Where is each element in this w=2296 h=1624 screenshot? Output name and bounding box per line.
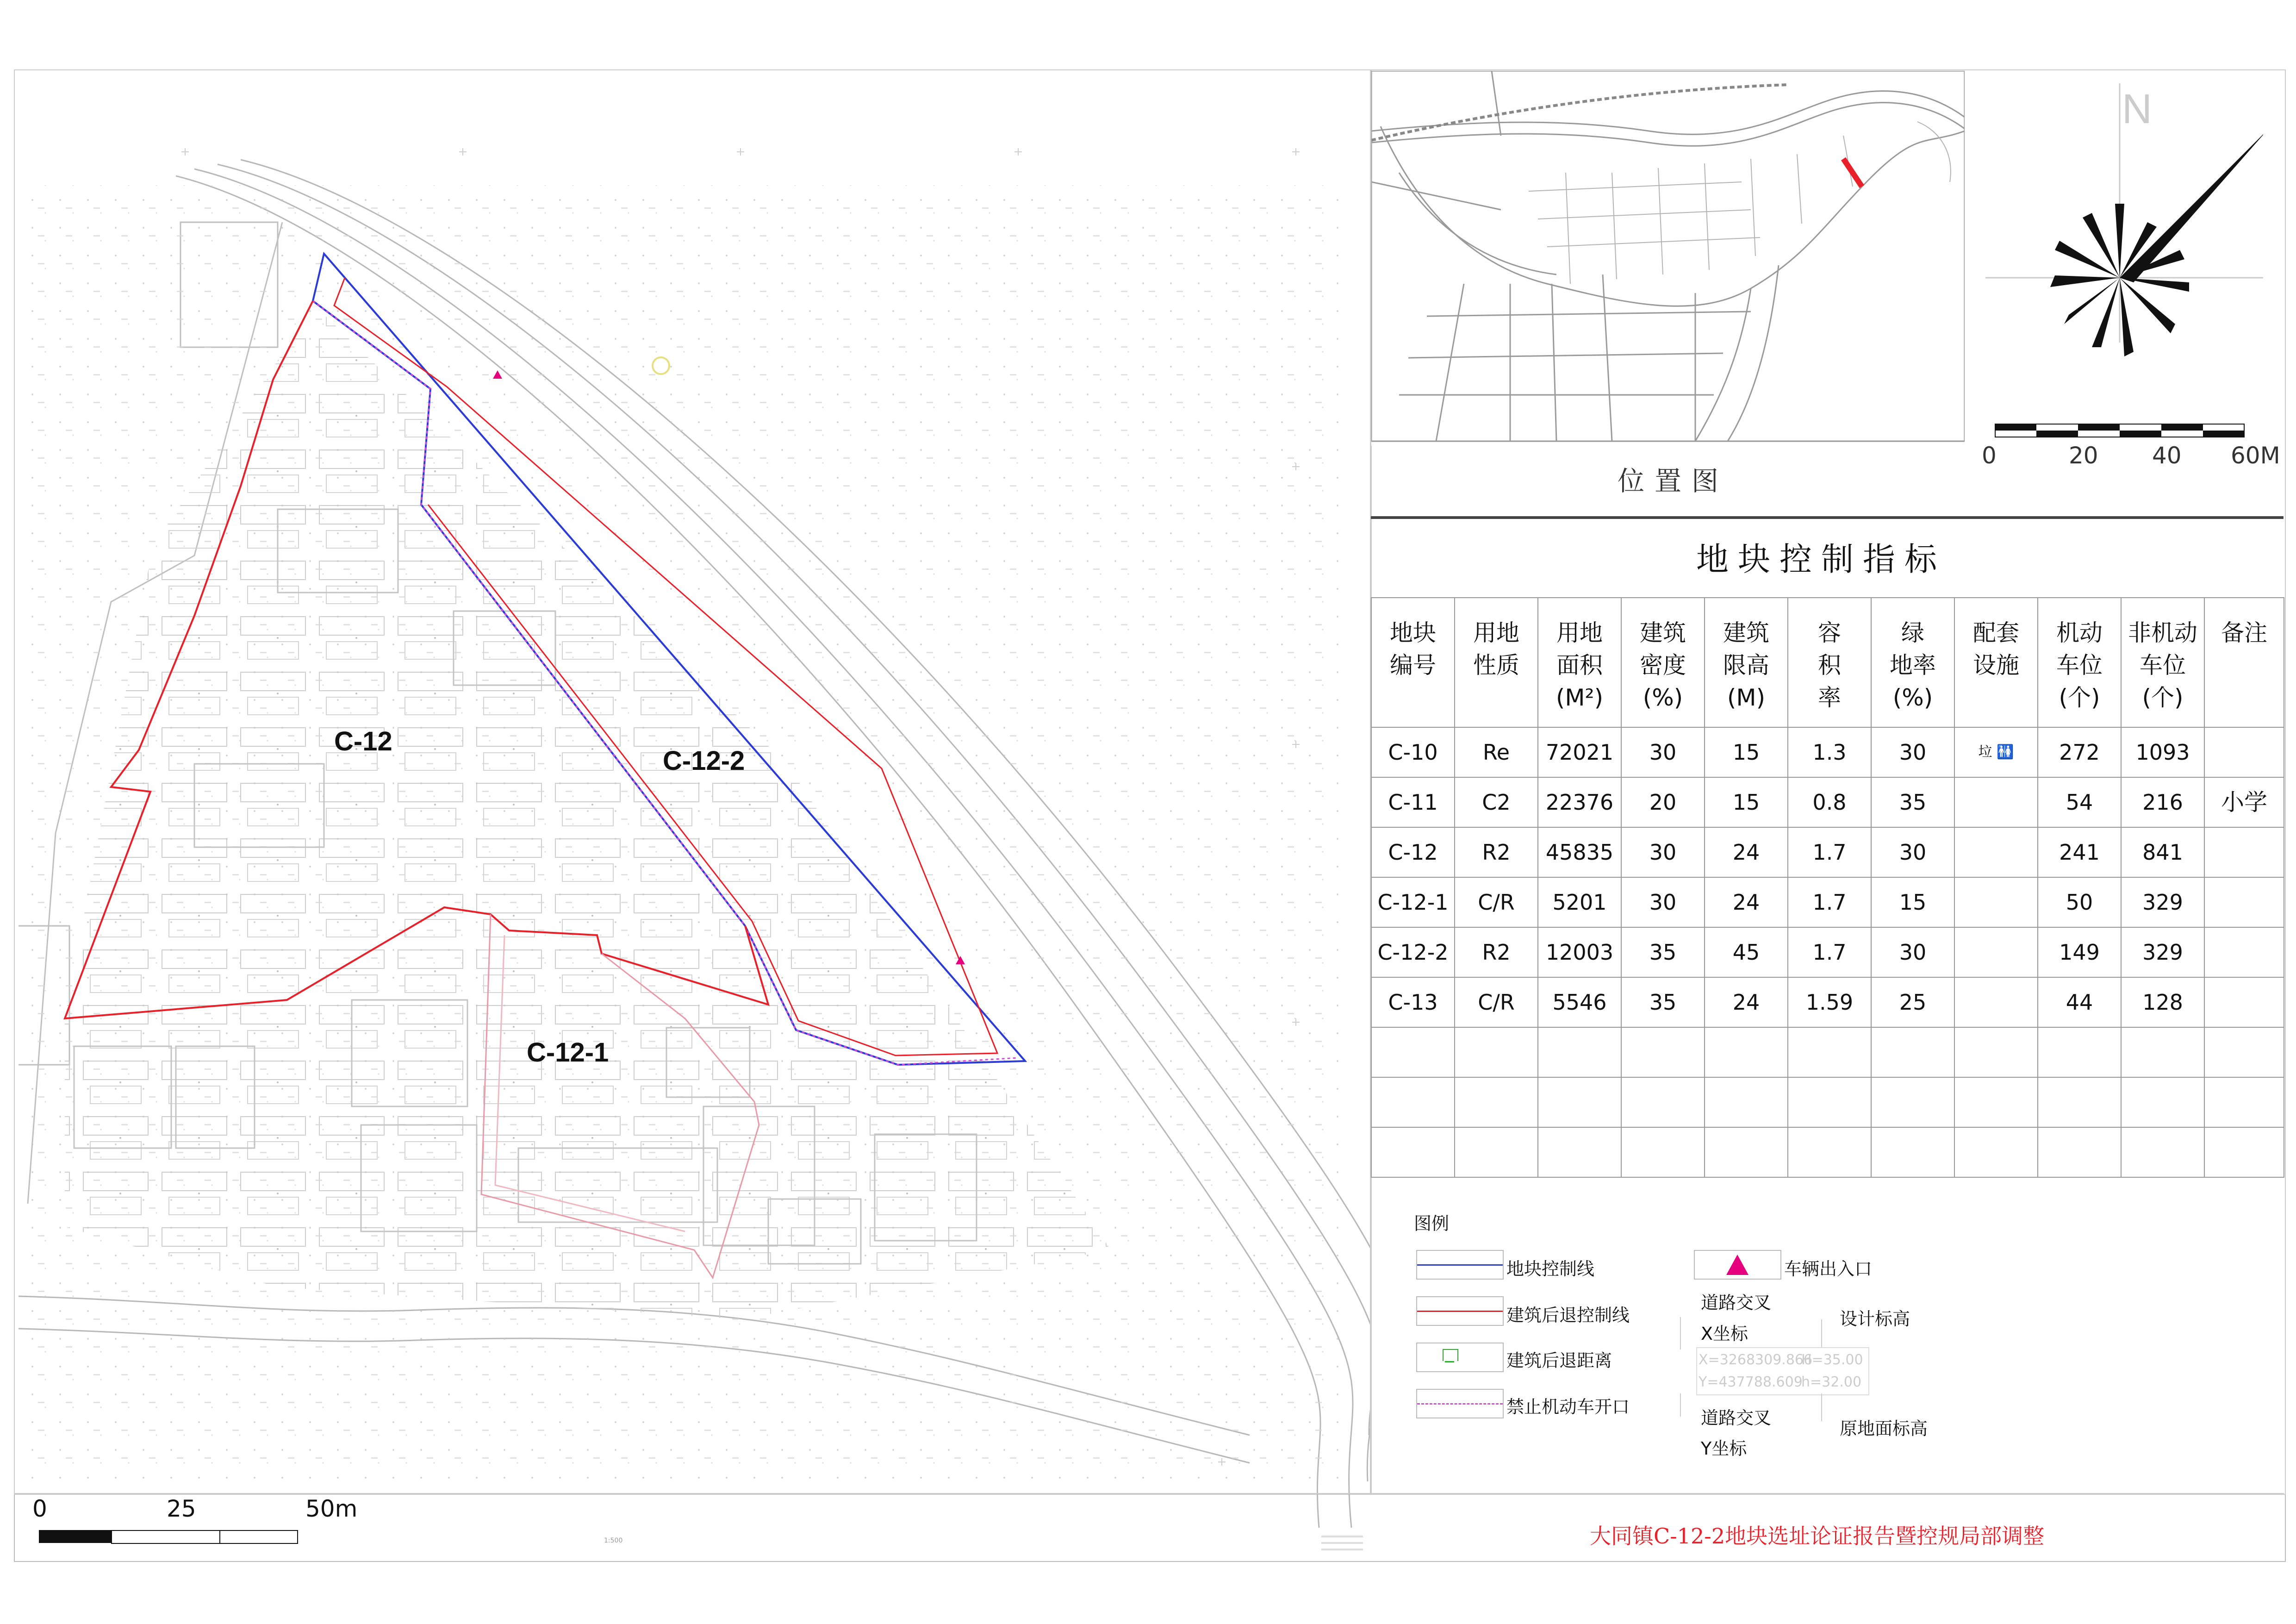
table-cell: R2 xyxy=(1455,827,1538,877)
legend-title: 图例 xyxy=(1414,1213,1450,1234)
table-cell: 72021 xyxy=(1538,727,1621,777)
coord-leader-4 xyxy=(1821,1393,1822,1421)
table-cell xyxy=(1788,1127,1871,1177)
table-cell: 12003 xyxy=(1538,927,1621,977)
table-cell: 24 xyxy=(1705,977,1788,1027)
coord-x-value: X=3268309.866 xyxy=(1699,1352,1813,1368)
table-cell xyxy=(2204,827,2284,877)
legend-swatch-plot-control-line xyxy=(1416,1250,1504,1280)
table-cell xyxy=(1371,1127,1455,1177)
table-cell: 30 xyxy=(1621,827,1705,877)
table-cell xyxy=(1455,1127,1538,1177)
table-cell: 15 xyxy=(1871,877,1954,927)
table-cell: 841 xyxy=(2121,827,2204,877)
north-label: N xyxy=(2122,86,2152,132)
table-cell xyxy=(2204,1027,2284,1077)
table-cell: 20 xyxy=(1621,777,1705,827)
table-cell: 5201 xyxy=(1538,877,1621,927)
table-cell: Re xyxy=(1455,727,1538,777)
triangle-icon xyxy=(1726,1255,1748,1275)
header-building-density: 建筑 密度 (%) xyxy=(1621,598,1705,727)
table-cell: 149 xyxy=(2038,927,2121,977)
table-cell xyxy=(2204,877,2284,927)
table-row xyxy=(1371,1027,2284,1077)
control-table-title: 地块控制指标 xyxy=(1696,540,1946,578)
coord-y-label: 道路交叉 xyxy=(1701,1408,1772,1428)
legend-label-plot-control-line: 地块控制线 xyxy=(1506,1259,1595,1279)
table-cell xyxy=(1954,927,2038,977)
table-cell: 30 xyxy=(1871,727,1954,777)
table-cell xyxy=(1705,1077,1788,1127)
table-cell: 22376 xyxy=(1538,777,1621,827)
table-cell xyxy=(1538,1027,1621,1077)
legend-label-setback-distance: 建筑后退距离 xyxy=(1506,1350,1612,1371)
coord-y-label-2: Y坐标 xyxy=(1701,1438,1747,1459)
table-cell xyxy=(2204,927,2284,977)
table-cell xyxy=(2121,1127,2204,1177)
table-cell xyxy=(1871,1077,1954,1127)
table-cell: 30 xyxy=(1621,877,1705,927)
table-row xyxy=(1371,927,2284,977)
table-cell: 30 xyxy=(1621,727,1705,777)
table-cell: 30 xyxy=(1871,827,1954,877)
table-cell xyxy=(1538,1077,1621,1127)
table-cell: 24 xyxy=(1705,877,1788,927)
header-green-ratio: 绿 地率 (%) xyxy=(1871,598,1954,727)
table-cell xyxy=(2038,1027,2121,1077)
table-cell: R2 xyxy=(1455,927,1538,977)
legend-label-setback-line: 建筑后退控制线 xyxy=(1506,1305,1630,1325)
table-cell: C/R xyxy=(1455,877,1538,927)
section-divider xyxy=(1371,516,2284,519)
table-cell xyxy=(1621,1127,1705,1177)
legend-label-vehicle-entrance: 车辆出入口 xyxy=(1784,1259,1873,1279)
table-cell xyxy=(1788,1027,1871,1077)
table-cell: 35 xyxy=(1621,977,1705,1027)
table-cell xyxy=(1871,1127,1954,1177)
coord-h-value: H=35.00 xyxy=(1801,1352,1863,1368)
table-cell xyxy=(1538,1127,1621,1177)
table-cell: 0.8 xyxy=(1788,777,1871,827)
map-scale-tick-25: 25 xyxy=(167,1495,196,1522)
map-scale-note: 1:500 xyxy=(604,1537,623,1544)
coord-x-label: 道路交叉 xyxy=(1701,1293,1772,1313)
header-vehicle-parking: 机动 车位 (个) xyxy=(2038,598,2121,727)
table-header-row xyxy=(1371,598,2284,727)
table-cell: 25 xyxy=(1871,977,1954,1027)
table-cell: 1093 xyxy=(2121,727,2204,777)
signature-block xyxy=(1321,1535,1368,1553)
table-cell: 1.7 xyxy=(1788,827,1871,877)
table-cell: 54 xyxy=(2038,777,2121,827)
table-cell xyxy=(2204,977,2284,1027)
header-height-limit: 建筑 限高 (M) xyxy=(1705,598,1788,727)
table-cell: C2 xyxy=(1455,777,1538,827)
table-cell: 1.3 xyxy=(1788,727,1871,777)
drawing-title: 大同镇C-12-2地块选址论证报告暨控规局部调整 xyxy=(1590,1524,2045,1549)
table-cell: C-10 xyxy=(1371,727,1455,777)
table-cell xyxy=(1621,1077,1705,1127)
table-cell: 35 xyxy=(1871,777,1954,827)
header-bike-parking: 非机动 车位 (个) xyxy=(2121,598,2204,727)
table-row xyxy=(1371,877,2284,927)
table-cell: 15 xyxy=(1705,777,1788,827)
header-land-area: 用地 面积 (M²) xyxy=(1538,598,1621,727)
table-row xyxy=(1371,1077,2284,1127)
table-cell: 垃 🚻 xyxy=(1954,727,2038,777)
header-land-use: 用地 性质 xyxy=(1455,598,1538,727)
table-cell xyxy=(1705,1027,1788,1077)
table-cell xyxy=(1954,777,2038,827)
table-cell: 1.59 xyxy=(1788,977,1871,1027)
legend-label-no-opening: 禁止机动车开口 xyxy=(1506,1397,1630,1417)
table-cell xyxy=(2204,727,2284,777)
table-cell xyxy=(1705,1127,1788,1177)
legend-swatch-setback-line xyxy=(1416,1296,1504,1326)
coord-leader-3 xyxy=(1821,1319,1822,1347)
table-cell: 45 xyxy=(1705,927,1788,977)
table-cell: 241 xyxy=(2038,827,2121,877)
plot-label-c12-1: C-12-1 xyxy=(527,1037,609,1068)
table-cell xyxy=(1371,1027,1455,1077)
table-cell: 24 xyxy=(1705,827,1788,877)
coord-design-elev-label: 设计标高 xyxy=(1840,1309,1910,1329)
coord-leader-2 xyxy=(1680,1393,1681,1417)
table-cell xyxy=(2038,1077,2121,1127)
location-scale-bar xyxy=(1995,424,2245,437)
loc-scale-tick-60: 60M xyxy=(2231,442,2280,469)
legend-swatch-vehicle-entrance xyxy=(1694,1250,1781,1280)
table-cell: 1.7 xyxy=(1788,927,1871,977)
table-cell: 35 xyxy=(1621,927,1705,977)
table-cell: C-12-1 xyxy=(1371,877,1455,927)
table-cell xyxy=(1621,1027,1705,1077)
location-map-caption: 位置图 xyxy=(1618,465,1729,497)
coord-leader-1 xyxy=(1680,1317,1681,1349)
table-cell: 44 xyxy=(2038,977,2121,1027)
table-cell xyxy=(2121,1027,2204,1077)
table-cell: C-13 xyxy=(1371,977,1455,1027)
map-scale-tick-50: 50m xyxy=(305,1495,358,1522)
table-cell: 272 xyxy=(2038,727,2121,777)
table-cell: 15 xyxy=(1705,727,1788,777)
coord-x-label-2: X坐标 xyxy=(1701,1324,1748,1344)
loc-scale-tick-40: 40 xyxy=(2152,442,2182,469)
table-cell xyxy=(2204,1127,2284,1177)
table-cell xyxy=(1455,1027,1538,1077)
table-cell xyxy=(1871,1027,1954,1077)
table-cell xyxy=(1954,1027,2038,1077)
table-cell: 1.7 xyxy=(1788,877,1871,927)
plot-label-c12: C-12 xyxy=(334,726,392,756)
table-cell: 216 xyxy=(2121,777,2204,827)
table-row xyxy=(1371,977,2284,1027)
table-cell: C-11 xyxy=(1371,777,1455,827)
table-body xyxy=(1371,727,2284,1177)
table-cell xyxy=(1371,1077,1455,1127)
table-cell: 30 xyxy=(1871,927,1954,977)
table-cell xyxy=(1954,1077,2038,1127)
table-cell xyxy=(1455,1077,1538,1127)
table-cell xyxy=(2121,1077,2204,1127)
map-scale-tick-0: 0 xyxy=(32,1495,47,1522)
loc-scale-tick-20: 20 xyxy=(2069,442,2098,469)
header-facilities: 配套 设施 xyxy=(1954,598,2038,727)
table-cell: 5546 xyxy=(1538,977,1621,1027)
table-cell xyxy=(1954,1127,2038,1177)
legend-swatch-setback-distance xyxy=(1416,1343,1504,1372)
header-remarks: 备注 xyxy=(2204,598,2284,727)
control-index-table xyxy=(1371,597,2284,1178)
table-row xyxy=(1371,827,2284,877)
table-cell: 329 xyxy=(2121,927,2204,977)
table-row xyxy=(1371,727,2284,777)
table-cell: 小学 xyxy=(2204,777,2284,827)
table-cell: 50 xyxy=(2038,877,2121,927)
coord-h2-value: h=32.00 xyxy=(1801,1374,1862,1390)
table-row xyxy=(1371,777,2284,827)
coord-orig-elev-label: 原地面标高 xyxy=(1840,1418,1928,1439)
coord-y-value: Y=437788.609 xyxy=(1699,1374,1803,1390)
table-cell: 329 xyxy=(2121,877,2204,927)
table-cell xyxy=(2204,1077,2284,1127)
table-cell: C/R xyxy=(1455,977,1538,1027)
loc-scale-tick-0: 0 xyxy=(1982,442,1997,469)
table-cell: 128 xyxy=(2121,977,2204,1027)
table-row xyxy=(1371,1127,2284,1177)
scatter-texture xyxy=(28,185,1342,1481)
table-cell xyxy=(1954,827,2038,877)
header-far: 容 积 率 xyxy=(1788,598,1871,727)
table-cell: 45835 xyxy=(1538,827,1621,877)
table-cell: C-12-2 xyxy=(1371,927,1455,977)
header-plot-id: 地块 编号 xyxy=(1371,598,1455,727)
table-cell xyxy=(1954,877,2038,927)
plot-label-c12-2: C-12-2 xyxy=(663,746,745,776)
legend-swatch-no-opening xyxy=(1416,1389,1504,1418)
location-map xyxy=(1371,71,1965,446)
table-cell xyxy=(2038,1127,2121,1177)
table-cell: C-12 xyxy=(1371,827,1455,877)
table-cell xyxy=(1954,977,2038,1027)
table-cell xyxy=(1788,1077,1871,1127)
